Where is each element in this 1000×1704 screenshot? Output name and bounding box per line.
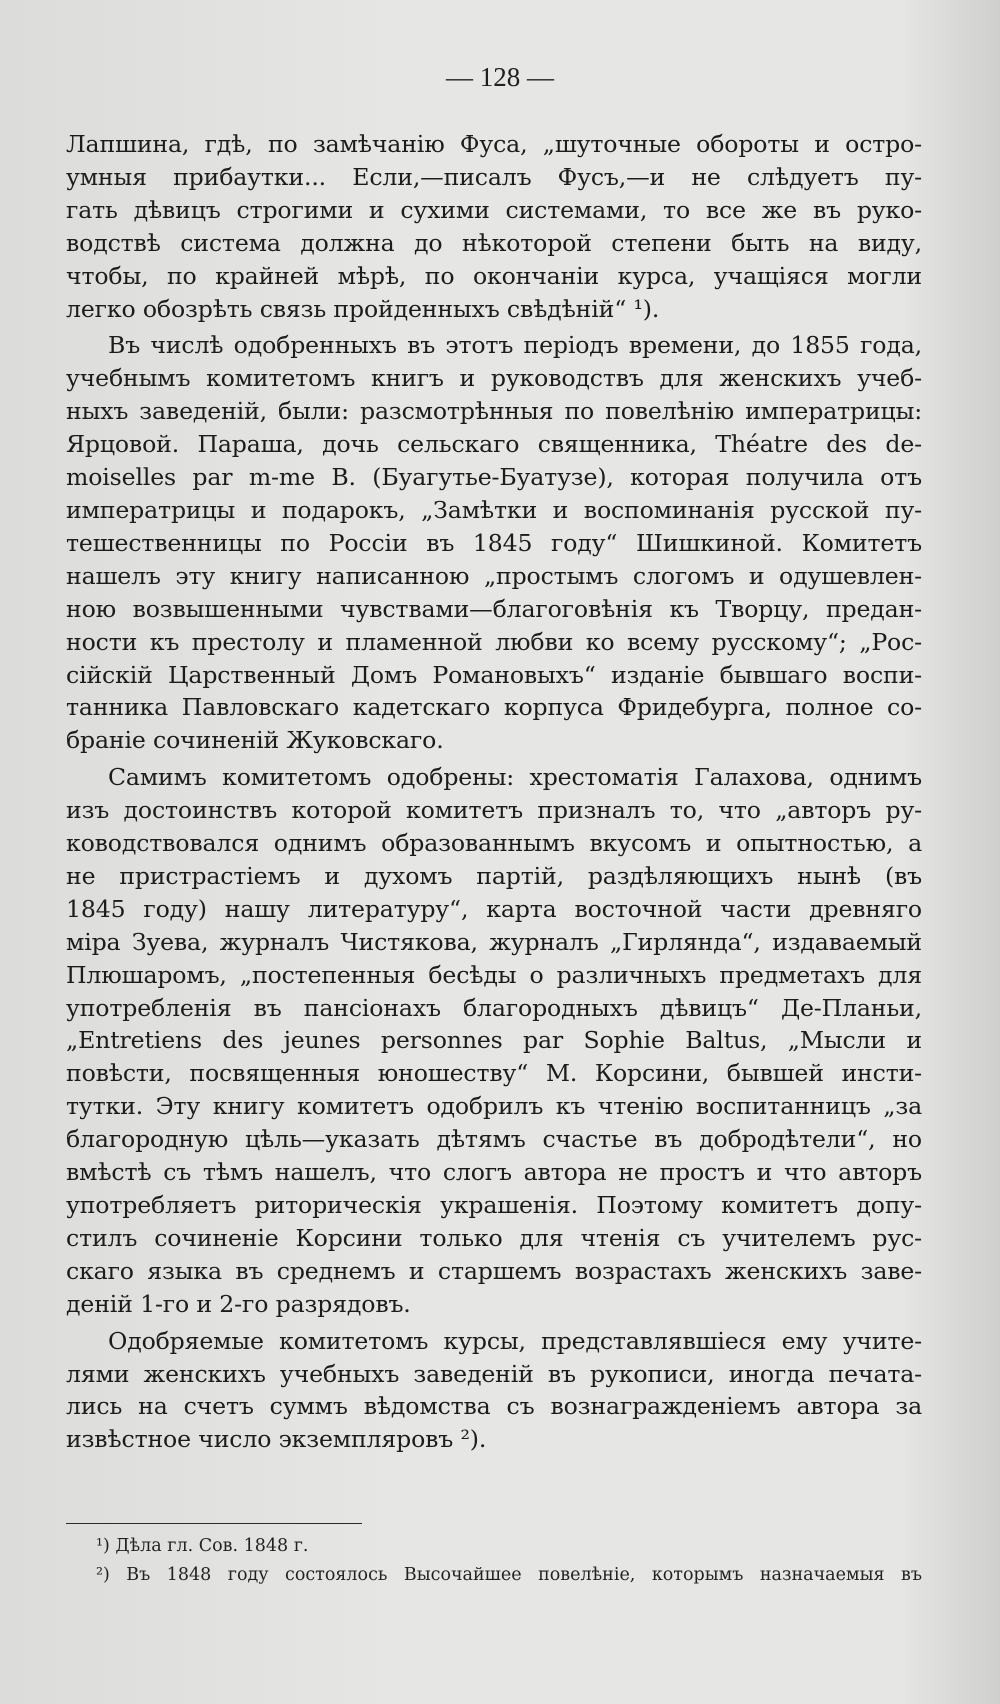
page-number: — 128 — <box>446 62 554 92</box>
text-line: танника Павловскаго кадетскаго корпуса Фридебурга, полное со- <box>66 693 922 722</box>
paragraph-4 <box>66 1325 922 1457</box>
text-line: извѣстное число экземпляровъ ²). <box>66 1425 487 1454</box>
text-line: тешественницы по Россіи въ 1845 году“ Шишкиной. Комитетъ <box>66 528 922 557</box>
text-line: Одобряемые комитетомъ курсы, представлявшіеся ему учите- <box>108 1326 922 1355</box>
text-line: скаго языка въ среднемъ и старшемъ возрастахъ женскихъ заве- <box>66 1256 922 1285</box>
text-line: гать дѣвицъ строгими и сухими системами, то все же въ руко- <box>66 195 922 224</box>
text-line: деній 1-го и 2-го разрядовъ. <box>66 1289 411 1318</box>
text-line: повѣсти, посвященныя юношеству“ М. Корсини, бывшей инсти- <box>66 1059 922 1088</box>
text-line: міра Зуева, журналъ Чистякова, журналъ „Гирлянда“, издаваемый <box>66 927 922 956</box>
text-line: Самимъ комитетомъ одобрены: хрестоматія Галахова, однимъ <box>108 763 922 792</box>
paragraph-2 <box>66 329 922 757</box>
text-line: употребляетъ риторическія украшенія. Поэтому комитетъ допу- <box>66 1191 922 1219</box>
text-line: употребленія въ пансіонахъ благородныхъ дѣвицъ“ Де-Планьи, <box>66 993 922 1022</box>
text-line: ководствовался однимъ образованнымъ вкусомъ и опытностью, а <box>66 829 922 858</box>
text-line: тутки. Эту книгу комитетъ одобрилъ къ чтенію воспитанницъ „за <box>66 1092 922 1121</box>
main-text <box>66 128 922 1456</box>
text-line: лями женскихъ учебныхъ заведеній въ рукописи, иногда печата- <box>66 1359 922 1388</box>
text-line: водствѣ система должна до нѣкоторой степени быть на виду, <box>66 228 922 257</box>
text-line: стилъ сочиненіе Корсини только для чтенія съ учителемъ рус- <box>66 1223 922 1252</box>
text-line: ною возвышенными чувствами—благоговѣнія къ Творцу, предан- <box>66 594 922 623</box>
text-line: Въ числѣ одобренныхъ въ этотъ періодъ времени, до 1855 года, <box>108 331 922 360</box>
paragraph-3 <box>66 761 922 1320</box>
footnotes <box>96 1532 922 1590</box>
text-line: Лапшина, гдѣ, по замѣчанію Фуса, „шуточные обороты и остро- <box>66 130 922 158</box>
text-line: благородную цѣль—указать дѣтямъ счастье въ добродѣтели“, но <box>66 1125 922 1154</box>
text-line: браніе сочиненій Жуковскаго. <box>66 726 444 755</box>
text-line: moiselles par m-me B. (Буагутье-Буатузе), которая получила отъ <box>66 463 922 492</box>
text-line: „Entretiens des jeunes personnes par Sophie Baltus, „Мысли и <box>66 1026 922 1055</box>
text-line: Ярцовой. Параша, дочь сельскаго священника, Théatre des de- <box>66 430 922 459</box>
text-line: Плюшаромъ, „постепенныя бесѣды о различныхъ предметахъ для <box>66 960 922 989</box>
paragraph-1 <box>66 128 922 325</box>
text-line: императрицы и подарокъ, „Замѣтки и воспоминанія русской пу- <box>66 495 922 524</box>
footnote-1: ¹) Дѣла гл. Сов. 1848 г. <box>96 1536 309 1556</box>
footnote-2: ²) Въ 1848 году состоялось Высочайшее повелѣніе, которымъ назначаемыя въ <box>96 1565 922 1585</box>
text-line: ныхъ заведеній, были: разсмотрѣнныя по повелѣнію императрицы: <box>66 397 922 426</box>
text-line: 1845 году) нашу литературу“, карта восточной части древняго <box>66 894 922 923</box>
text-line: легко обозрѣть связь пройденныхъ свѣдѣній“ ¹). <box>66 294 660 323</box>
text-line: ности къ престолу и пламенной любви ко всему русскому“; „Рос- <box>66 627 922 656</box>
text-line: нашелъ эту книгу написанною „простымъ слогомъ и одушевлен- <box>66 561 922 590</box>
text-line: учебнымъ комитетомъ книгъ и руководствъ для женскихъ учеб- <box>66 364 922 393</box>
text-line: умныя прибаутки... Если,—писалъ Фусъ,—и не слѣдуетъ пу- <box>66 162 922 191</box>
text-line: лись на счетъ суммъ вѣдомства съ вознагражденіемъ автора за <box>66 1392 922 1421</box>
text-line: не пристрастіемъ и духомъ партій, раздѣляющихъ нынѣ (въ <box>66 861 922 890</box>
text-line: сійскій Царственный Домъ Романовыхъ“ изданіе бывшаго воспи- <box>66 660 922 689</box>
text-line: чтобы, по крайней мѣрѣ, по окончаніи курса, учащіяся могли <box>66 261 922 290</box>
footnote-divider <box>66 1523 362 1524</box>
text-line: вмѣстѣ съ тѣмъ нашелъ, что слогъ автора не простъ и что авторъ <box>66 1158 922 1187</box>
text-line: изъ достоинствъ которой комитетъ призналъ то, что „авторъ ру- <box>66 796 922 825</box>
